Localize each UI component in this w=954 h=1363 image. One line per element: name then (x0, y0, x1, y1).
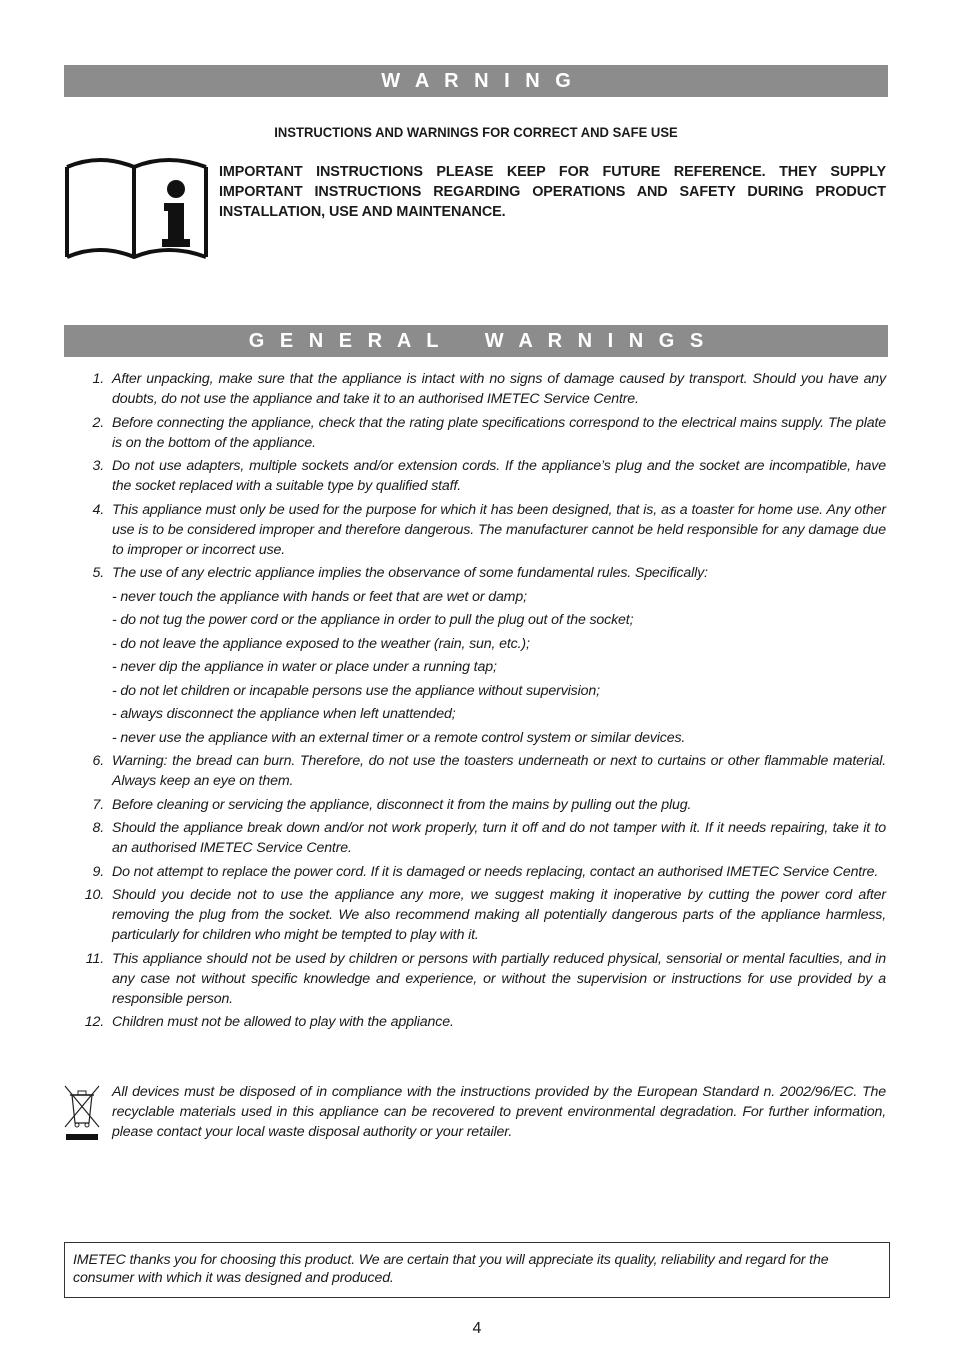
info-book-icon (64, 155, 210, 261)
thanks-box (64, 1242, 890, 1298)
list-item: 12. Children must not be allowed to play with the appliance. (84, 1014, 454, 1030)
sub-item: - do not leave the appliance exposed to the weather (rain, sun, etc.); (112, 635, 530, 652)
list-item: 9. Do not attempt to replace the power cord. If it is damaged or needs replacing, contact an authorised IMETEC Service Centre. (92, 863, 879, 880)
list-item: 7. Before cleaning or servicing the appliance, disconnect it from the mains by pulling out the plug. (92, 796, 692, 813)
warning-banner-title: W A R N I N G (381, 70, 571, 92)
important-instructions: IMPORTANT INSTRUCTIONS PLEASE KEEP FOR FUTURE REFERENCE. THEY SUPPLY IMPORTANT INSTRUCTIONS REGARDING OPERATIONS AND SAFETY DURING PRODUCT INSTALLATION, USE AND MAINTENANCE. (219, 164, 886, 220)
list-item: 6. Warning: the bread can burn. Therefore, do not use the toasters underneath or next to curtains or other flammable material. Always keep an eye on them. (92, 753, 886, 789)
list-item: 3. Do not use adapters, multiple sockets and/or extension cords. If the appliance’s plug and the socket are incompatible, have the socket replaced with a suitable type by qualified staff. (92, 458, 886, 494)
thanks-text: IMETEC thanks you for choosing this product. We are certain that you will appreciate its quality, reliability and regard for the consumer with which it was designed and produced. (73, 1252, 829, 1286)
general-warnings-list (64, 369, 886, 1036)
general-warnings-banner (64, 325, 888, 357)
list-item: 8. Should the appliance break down and/or not work properly, turn it off and do not tamper with it. If it needs repairing, take it to an authorised IMETEC Service Centre. (92, 820, 886, 856)
sub-item: - do not let children or incapable persons use the appliance without supervision; (112, 682, 600, 699)
instructions-subtitle: INSTRUCTIONS AND WARNINGS FOR CORRECT AND SAFE USE (274, 124, 678, 140)
warning-banner (64, 65, 888, 97)
page-number: 4 (472, 1320, 482, 1337)
list-item: 4. This appliance must only be used for the purpose for which it has been designed, that is, as a toaster for home use. Any other use is to be considered improper and therefore dangerous. The manufacturer cannot be held responsible for any damage due to improper or incorrect use. (92, 501, 886, 558)
disposal-notice: All devices must be disposed of in compliance with the instructions provided by the European Standard n. 2002/96/EC. The recyclable materials used in this appliance can be recovered to prevent environmental degradation. For further information, please contact your local waste disposal authority or your retailer. (112, 1084, 886, 1140)
list-item: 10. Should you decide not to use the appliance any more, we suggest making it inoperative by cutting the power cord after removing the plug from the socket. We also recommend making all potentially dangerous parts of the appliance harmless, particularly for children who might be tempted to play with it. (84, 887, 886, 943)
list-item: 11. This appliance should not be used by children or persons with partially reduced physical, sensorial or mental faculties, and in any case not without specific knowledge and experience, or without the supervision or instructions for use provided by a responsible person. (85, 950, 886, 1007)
list-item: 1. After unpacking, make sure that the appliance is intact with no signs of damage caused by transport. Should you have any doubts, do not use the appliance and take it to an authorised IMETEC Service Centre. (92, 371, 886, 407)
sub-item: - always disconnect the appliance when left unattended; (112, 706, 456, 722)
list-item: 5. The use of any electric appliance implies the observance of some fundamental rules. Specifically: - never touch the appliance with hands or feet that are wet or damp; - do not tug the power cord or the appliance in order to pull the plug out of the socket; - do not leave the appliance exposed to the weather (rain, sun, etc.); - never dip the appliance in water or place under a running tap; - do not let children or incapable persons use the appliance without supervision; - always disconnect the appliance when left unattended; - never use the appliance with an external timer or a remote control system or similar devices. (64, 563, 886, 748)
sub-item: - never touch the appliance with hands or feet that are wet or damp; (112, 588, 527, 605)
general-warnings-title: G E N E R A L W A R N I N G S (248, 330, 704, 352)
sub-item: - never use the appliance with an external timer or a remote control system or similar devices. (112, 729, 686, 746)
crossed-out-bin-icon (62, 1083, 102, 1141)
sub-item: - never dip the appliance in water or place under a running tap; (112, 659, 497, 675)
sub-item: - do not tug the power cord or the appliance in order to pull the plug out of the socket; (112, 612, 634, 628)
list-item: 2. Before connecting the appliance, check that the rating plate specifications correspond to the electrical mains supply. The plate is on the bottom of the appliance. (92, 414, 886, 451)
